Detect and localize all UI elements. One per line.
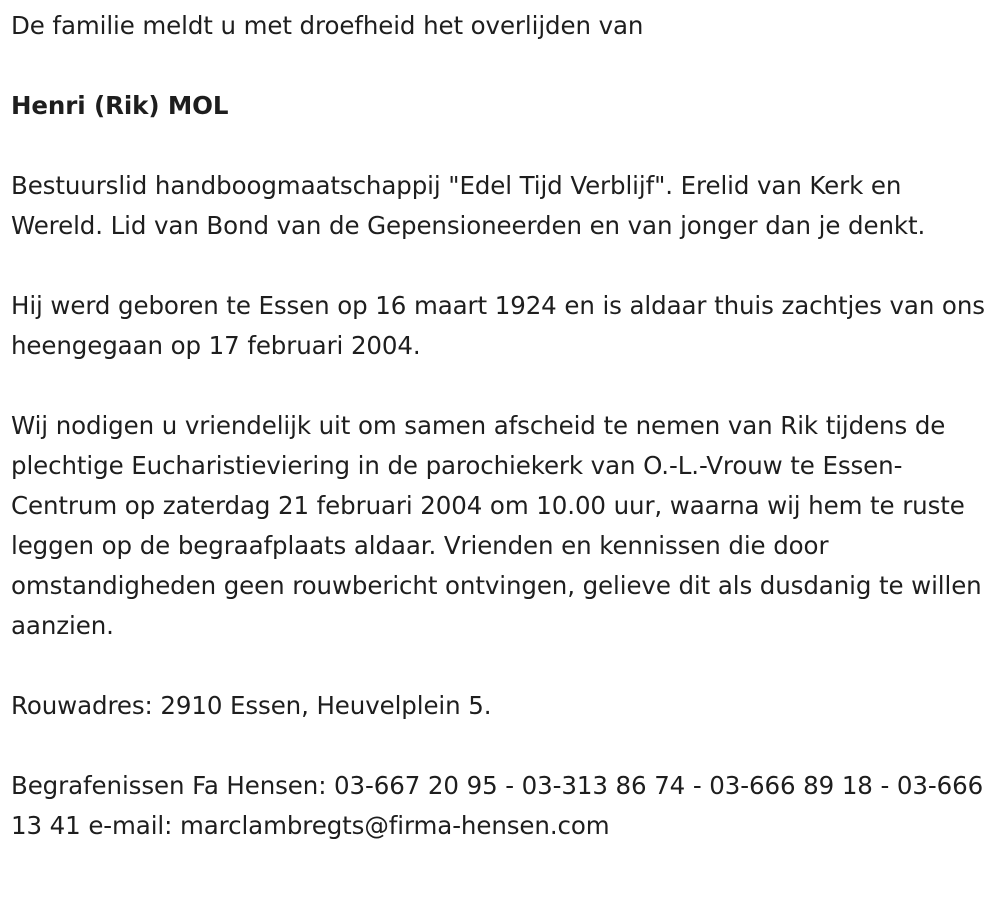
memberships-text: Bestuurslid handboogmaatschappij "Edel Tijd Verblijf". Erelid van Kerk en Wereld. Lid van Bond van de Gepensioneerden en van jonger dan je denkt. — [11, 171, 926, 240]
deceased-name: Henri (Rik) MOL — [11, 91, 229, 120]
intro-text: De familie meldt u met droefheid het overlijden van — [11, 11, 644, 40]
obituary-notice — [11, 6, 988, 846]
ceremony-text: Wij nodigen u vriendelijk uit om samen afscheid te nemen van Rik tijdens de plechtige Eucharistieviering in de parochiekerk van O.-L.-Vrouw te Essen-Centrum op zaterdag 21 februari 2004 om 10.00 uur, waarna wij hem te ruste leggen op de begraafplaats aldaar. Vrienden en kennissen die door omstandigheden geen rouwbericht ontvingen, gelieve dit als dusdanig te willen aanzien. — [11, 411, 982, 640]
funeral-home-email[interactable]: marclambregts@firma-hensen.com — [179, 811, 610, 840]
funeral-home-contact — [11, 766, 988, 846]
address-text: Rouwadres: 2910 Essen, Heuvelplein 5. — [11, 691, 492, 720]
funeral-home-phones: Begrafenissen Fa Hensen: 03-667 20 95 - 03-313 86 74 - 03-666 89 18 - 03-666 13 41 e-mail: — [11, 771, 984, 840]
birth-death-text: Hij werd geboren te Essen op 16 maart 1924 en is aldaar thuis zachtjes van ons heengegaan op 17 februari 2004. — [11, 291, 985, 360]
